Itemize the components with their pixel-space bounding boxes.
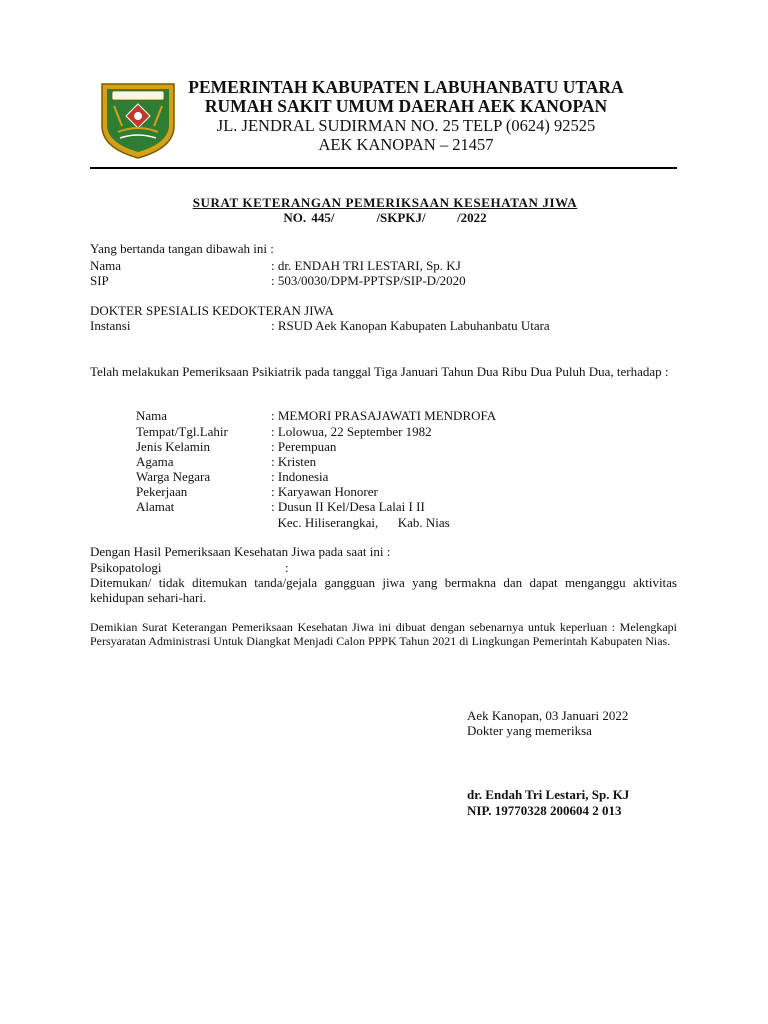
- patient-label: Tempat/Tgl.Lahir: [136, 424, 228, 439]
- patient-value: : Dusun II Kel/Desa Lalai I II: [271, 499, 425, 514]
- patient-value: : Kristen: [271, 454, 317, 469]
- signer-intro: Yang bertanda tangan dibawah ini :: [90, 241, 274, 256]
- letterhead-city: AEK KANOPAN – 21457: [318, 135, 494, 154]
- psikopatologi-label: Psikopatologi: [90, 560, 162, 575]
- patient-label: Pekerjaan: [136, 484, 188, 499]
- signer-sip-label: SIP: [90, 273, 109, 288]
- patient-value: : Perempuan: [271, 439, 337, 454]
- letterhead-divider: [90, 167, 677, 169]
- signer-name-value: : dr. ENDAH TRI LESTARI, Sp. KJ: [271, 258, 461, 273]
- instansi-value: : RSUD Aek Kanopan Kabupaten Labuhanbatu Utara: [271, 318, 550, 333]
- patient-value: : Lolowua, 22 September 1982: [271, 424, 432, 439]
- signature-role: Dokter yang memeriksa: [467, 723, 592, 738]
- patient-label: Agama: [136, 454, 174, 469]
- signature-place-date: Aek Kanopan, 03 Januari 2022: [467, 708, 629, 723]
- exam-paragraph: Telah melakukan Pemeriksaan Psikiatrik pada tanggal Tiga Januari Tahun Dua Ribu Dua Puluh Dua, terhadap :: [90, 364, 669, 379]
- signature-name: dr. Endah Tri Lestari, Sp. KJ: [467, 787, 630, 802]
- patient-value: : MEMORI PRASAJAWATI MENDROFA: [271, 408, 497, 423]
- specialty: DOKTER SPESIALIS KEDOKTERAN JIWA: [90, 303, 334, 318]
- patient-label: Alamat: [136, 499, 175, 514]
- letterhead-hospital: RUMAH SAKIT UMUM DAERAH AEK KANOPAN: [204, 96, 608, 116]
- result-intro: Dengan Hasil Pemeriksaan Kesehatan Jiwa pada saat ini :: [90, 544, 391, 559]
- patient-label: Jenis Kelamin: [136, 439, 211, 454]
- psikopatologi-value: :: [285, 560, 289, 575]
- title-number: NO. 445/ /SKPKJ/ /2022: [283, 210, 487, 225]
- regency-emblem-logo: [94, 76, 182, 160]
- instansi-label: Instansi: [90, 318, 131, 333]
- patient-value: Kec. Hiliserangkai, Kab. Nias: [271, 515, 450, 530]
- closing-paragraph: Demikian Surat Keterangan Pemeriksaan Kesehatan Jiwa ini dibuat dengan sebenarnya untuk keperluan : Melengkapi Persyaratan Administrasi Untuk Diangkat Menjadi Calon PPPK Tahun 2021 di Lingkungan Pemerintah Kabupaten Nias.: [90, 620, 677, 648]
- patient-value: : Karyawan Honorer: [271, 484, 378, 499]
- finding-paragraph: Ditemukan/ tidak ditemukan tanda/gejala gangguan jiwa yang bermakna dan dapat menganggu aktivitas kehidupan sehari-hari.: [90, 575, 677, 605]
- signer-sip-value: : 503/0030/DPM-PPTSP/SIP-D/2020: [271, 273, 466, 288]
- patient-value: : Indonesia: [271, 469, 329, 484]
- title-main: SURAT KETERANGAN PEMERIKSAAN KESEHATAN JIWA: [192, 195, 578, 210]
- signer-name-label: Nama: [90, 258, 122, 273]
- letterhead-government: PEMERINTAH KABUPATEN LABUHANBATU UTARA: [188, 77, 624, 97]
- patient-label: Warga Negara: [136, 469, 211, 484]
- patient-label: Nama: [136, 408, 168, 423]
- letterhead-address: JL. JENDRAL SUDIRMAN NO. 25 TELP (0624) 92525: [216, 116, 596, 135]
- document-title: [90, 195, 680, 225]
- letterhead: [170, 78, 642, 154]
- signature-nip: NIP. 19770328 200604 2 013: [467, 803, 622, 818]
